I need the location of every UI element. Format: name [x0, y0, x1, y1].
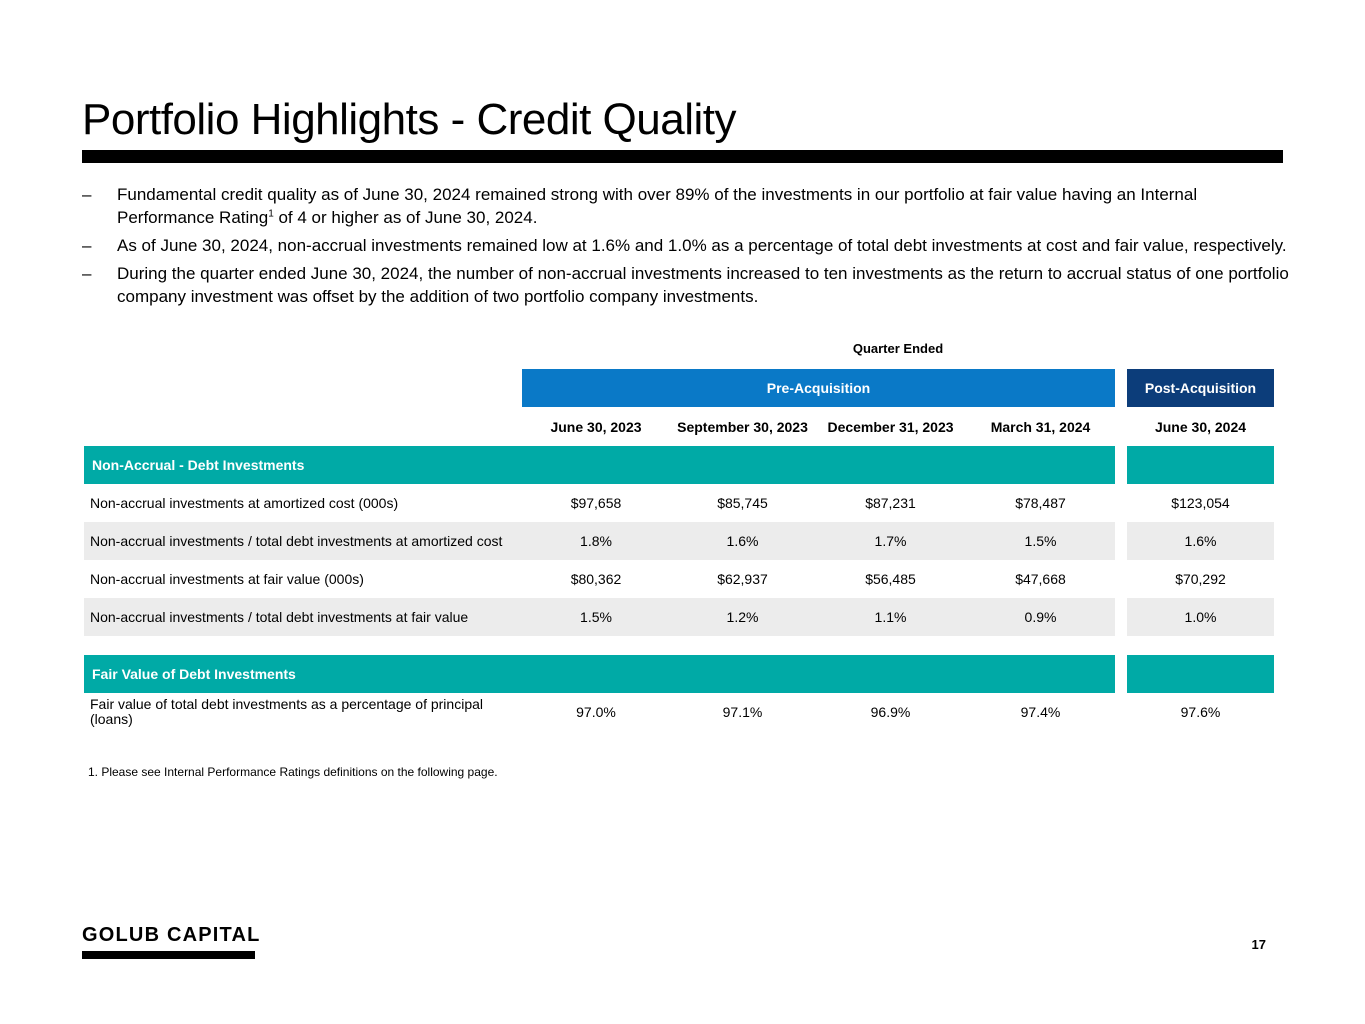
- table-cell: 97.1%: [722, 704, 763, 720]
- page-number: 17: [1251, 937, 1266, 952]
- bullet-item: [82, 262, 1292, 308]
- table-cell: $47,668: [1015, 571, 1066, 587]
- table-cell: 1.1%: [874, 609, 907, 625]
- table-cell: 1.6%: [1184, 533, 1217, 549]
- bullet-text: As of June 30, 2024, non-accrual investments remained low at 1.6% and 1.0% as a percentage of total debt investments at cost and fair value, respectively.: [117, 236, 1287, 255]
- bullet-dash: –: [82, 236, 92, 255]
- table-cell: $80,362: [570, 571, 622, 587]
- table-cell: $97,658: [570, 495, 622, 511]
- bullet-text: Fundamental credit quality as of June 30, 2024 remained strong with over 89% of the investments in our portfolio at fair value having an Internal Performance Rating: [117, 185, 1198, 227]
- bullet-list: [82, 183, 1292, 313]
- table-cell: $87,231: [865, 495, 916, 511]
- table-cell: 1.5%: [1024, 533, 1057, 549]
- bullet-text-continued: of 4 or higher as of June 30, 2024.: [273, 208, 538, 227]
- row-label: Fair value of total debt investments as a percentage of principal (loans): [90, 696, 483, 727]
- table-cell: $78,487: [1015, 495, 1066, 511]
- table-cell: $70,292: [1175, 571, 1226, 587]
- bullet-item: [82, 234, 1292, 257]
- section-header-post: [1127, 446, 1274, 484]
- section-title: Fair Value of Debt Investments: [92, 666, 296, 682]
- quarter-ended-label: Quarter Ended: [852, 341, 944, 356]
- company-logo: GOLUB CAPITAL: [82, 924, 261, 946]
- bullet-text: During the quarter ended June 30, 2024, the number of non-accrual investments increased to ten investments as the return to accrual status of one portfolio company investment was offset by the addition of two portfolio company investments.: [117, 264, 1289, 306]
- row-label: Non-accrual investments / total debt investments at amortized cost: [90, 532, 503, 549]
- table-cell: 1.5%: [580, 609, 612, 625]
- pre-acquisition-header: Pre-Acquisition: [522, 369, 1115, 407]
- table-cell: $56,485: [865, 571, 916, 587]
- post-acquisition-header: Post-Acquisition: [1127, 369, 1274, 407]
- table-cell: 1.0%: [1184, 609, 1217, 625]
- logo-underline: [82, 951, 255, 959]
- table-cell: 97.6%: [1180, 704, 1221, 720]
- footnote: 1. Please see Internal Performance Ratings definitions on the following page.: [88, 765, 498, 779]
- column-header: June 30, 2023: [550, 419, 642, 435]
- row-label: Non-accrual investments / total debt investments at fair value: [90, 608, 469, 625]
- column-header: September 30, 2023: [677, 419, 808, 435]
- table-cell: $62,937: [717, 571, 768, 587]
- section-header: [84, 446, 1115, 484]
- table-cell: 1.8%: [580, 533, 612, 549]
- title-rule: [82, 150, 1283, 163]
- column-header: December 31, 2023: [827, 419, 954, 435]
- row-label: Non-accrual investments at amortized cost (000s): [90, 494, 399, 511]
- bullet-dash: –: [82, 264, 92, 283]
- table-cell: 0.9%: [1024, 609, 1057, 625]
- section-header: [84, 655, 1115, 693]
- table-cell: $85,745: [717, 495, 768, 511]
- column-header: March 31, 2024: [990, 419, 1091, 435]
- table-cell: 97.0%: [576, 704, 616, 720]
- bullet-dash: –: [82, 185, 92, 204]
- table-cell: 1.6%: [726, 533, 759, 549]
- row-label: Non-accrual investments at fair value (000s): [90, 570, 364, 587]
- table-cell: 97.4%: [1020, 704, 1061, 720]
- column-header: June 30, 2024: [1154, 419, 1247, 435]
- footnote-marker: 1: [268, 208, 274, 220]
- table-cell: 96.9%: [870, 704, 911, 720]
- section-title: Non-Accrual - Debt Investments: [92, 457, 305, 473]
- bullet-item: [82, 183, 1292, 229]
- table-cell: $123,054: [1171, 495, 1230, 511]
- table-cell: 1.2%: [726, 609, 759, 625]
- section-header-post: [1127, 655, 1274, 693]
- page-title: Portfolio Highlights - Credit Quality: [82, 95, 736, 144]
- table-cell: 1.7%: [874, 533, 907, 549]
